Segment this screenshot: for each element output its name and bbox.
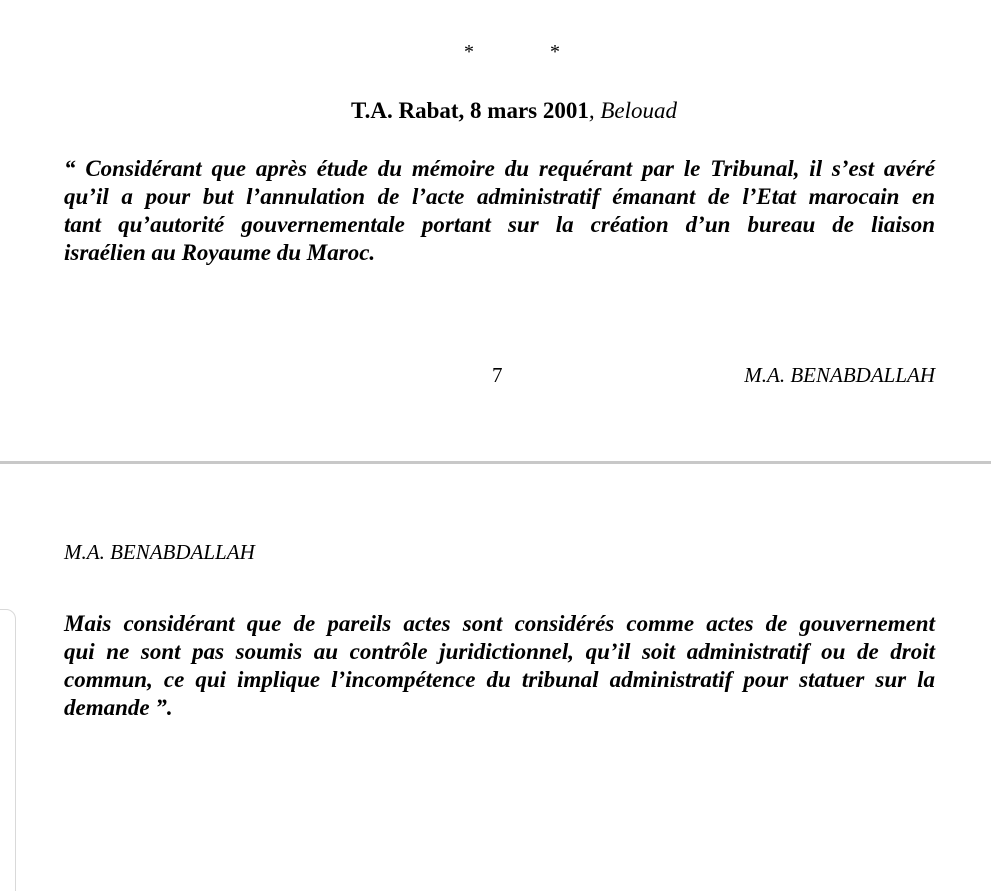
running-header-author: M.A. BENABDALLAH — [64, 540, 255, 564]
asterisk: * — [550, 41, 560, 63]
paragraph-line: tant qu’autorité gouvernementale portant sur la création d’un bureau de liaison — [64, 212, 935, 237]
side-panel-handle[interactable] — [0, 609, 16, 891]
quoted-paragraph-continued — [64, 610, 935, 722]
running-footer-author: M.A. BENABDALLAH — [744, 363, 935, 387]
paragraph-line: commun, ce qui implique l’incompétence du tribunal administratif pour statuer sur la — [64, 667, 935, 692]
quoted-paragraph — [64, 155, 935, 267]
section-separator-stars — [0, 42, 991, 62]
case-separator: , — [588, 98, 601, 123]
case-heading — [0, 97, 991, 125]
paragraph-line: demande ”. — [64, 695, 173, 720]
paragraph-line: Mais considérant que de pareils actes sont considérés comme actes de gouvernement — [64, 611, 935, 636]
paragraph-line: israélien au Royaume du Maroc. — [64, 240, 376, 265]
page-number: 7 — [492, 363, 503, 387]
case-party: Belouad — [600, 98, 678, 123]
paragraph-line: “ Considérant que après étude du mémoire du requérant par le Tribunal, il s’est avéré — [64, 156, 935, 181]
case-court-date: T.A. Rabat, 8 mars 2001 — [350, 98, 589, 123]
page-8 — [0, 464, 991, 891]
asterisk: * — [464, 41, 474, 63]
paragraph-line: qu’il a pour but l’annulation de l’acte administratif émanant de l’Etat marocain en — [64, 184, 935, 209]
paragraph-line: qui ne sont pas soumis au contrôle juridictionnel, qu’il soit administratif ou de droit — [64, 639, 935, 664]
